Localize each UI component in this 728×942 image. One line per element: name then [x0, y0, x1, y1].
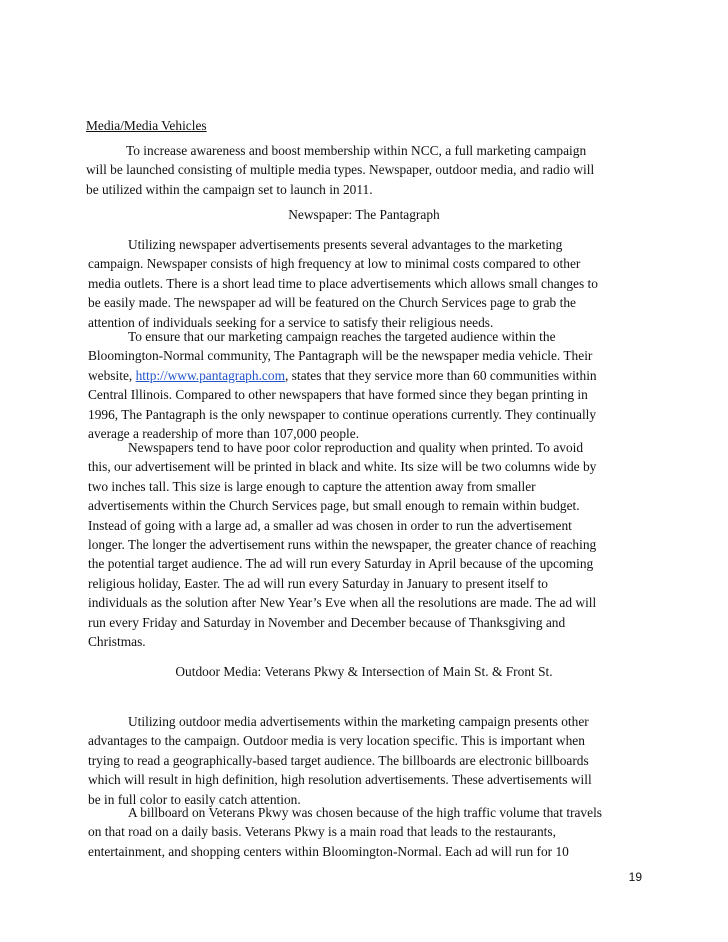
text-line: Christmas.	[88, 634, 146, 650]
newspaper-paragraph-2	[88, 327, 644, 443]
text-line	[88, 366, 644, 385]
text-line: 1996, The Pantagraph is the only newspaper to continue operations currently. They continually	[88, 406, 597, 422]
outdoor-paragraph-1	[88, 712, 644, 809]
text-line: be utilized within the campaign set to launch in 2011.	[86, 181, 373, 197]
text-line: Central Illinois. Compared to other newspapers that have formed since they began printing in	[88, 387, 588, 403]
text-line: the potential target audience. The ad will run every Saturday in April because of the upcoming	[88, 556, 594, 572]
text-line: Instead of going with a large ad, a smaller ad was chosen in order to run the advertisement	[88, 517, 572, 533]
text-line: religious holiday, Easter. The ad will run every Saturday in January to present itself to	[88, 575, 549, 591]
text-line: advertisements within the Church Services page, but small enough to remain within budget.	[88, 498, 580, 514]
text-line: individuals as the solution after New Year’s Eve when all the resolutions are made. The ad will	[88, 595, 597, 611]
text-line: Bloomington-Normal community, The Pantagraph will be the newspaper media vehicle. Their	[88, 348, 593, 364]
text-line: this, our advertisement will be printed in black and white. Its size will be two columns wide by	[88, 459, 597, 475]
text-line: be in full color to easily catch attention.	[88, 791, 301, 807]
text-line: Utilizing newspaper advertisements presents several advantages to the marketing	[128, 237, 563, 252]
text-line: run every Friday and Saturday in November and December because of Thanksgiving and	[88, 614, 566, 630]
text-line: advantages to the campaign. Outdoor media is very location specific. This is important when	[88, 733, 585, 749]
text-line: be easily made. The newspaper ad will be featured on the Church Services page to grab the	[88, 295, 576, 311]
text-fragment: website,	[88, 367, 136, 383]
text-line: A billboard on Veterans Pkwy was chosen because of the high traffic volume that travels	[128, 805, 603, 820]
text-line: which will result in high definition, high resolution advertisements. These advertisements will	[88, 772, 592, 788]
page-number: 19	[628, 870, 642, 884]
newspaper-heading: Newspaper: The Pantagraph	[288, 207, 440, 222]
text-line: To ensure that our marketing campaign reaches the targeted audience within the	[128, 329, 556, 344]
text-line: on that road on a daily basis. Veterans Pkwy is a main road that leads to the restaurants,	[88, 824, 556, 840]
text-line: longer. The longer the advertisement runs within the newspaper, the greater chance of reaching	[88, 537, 597, 553]
pantagraph-link[interactable]: http://www.pantagraph.com	[135, 367, 285, 383]
outdoor-paragraph-2	[88, 803, 644, 861]
text-line: Utilizing outdoor media advertisements within the marketing campaign presents other	[128, 714, 589, 729]
section-title: Media/Media Vehicles	[86, 118, 207, 133]
text-line: average a readership of more than 107,000 people.	[88, 426, 360, 442]
text-line: attention of individuals seeking for a service to satisfy their religious needs.	[88, 314, 494, 330]
text-line: Newspapers tend to have poor color reproduction and quality when printed. To avoid	[128, 440, 584, 455]
intro-paragraph	[86, 141, 642, 199]
text-line: To increase awareness and boost membership within NCC, a full marketing campaign	[126, 143, 587, 158]
text-line: campaign. Newspaper consists of high frequency at low to minimal costs compared to other	[88, 256, 581, 272]
outdoor-heading: Outdoor Media: Veterans Pkwy & Intersection of Main St. & Front St.	[175, 664, 553, 679]
text-line: entertainment, and shopping centers within Bloomington-Normal. Each ad will run for 10	[88, 843, 569, 859]
text-fragment: , states that they service more than 60 communities within	[284, 367, 597, 383]
text-line: will be launched consisting of multiple media types. Newspaper, outdoor media, and radio will	[86, 162, 595, 178]
text-line: two inches tall. This size is large enough to capture the attention away from smaller	[88, 478, 536, 494]
text-line: media outlets. There is a short lead time to place advertisements which allows small changes to	[88, 275, 598, 291]
newspaper-paragraph-3	[88, 438, 644, 651]
text-line: trying to read a geographically-based target audience. The billboards are electronic billboards	[88, 752, 589, 768]
newspaper-paragraph-1	[88, 235, 644, 332]
